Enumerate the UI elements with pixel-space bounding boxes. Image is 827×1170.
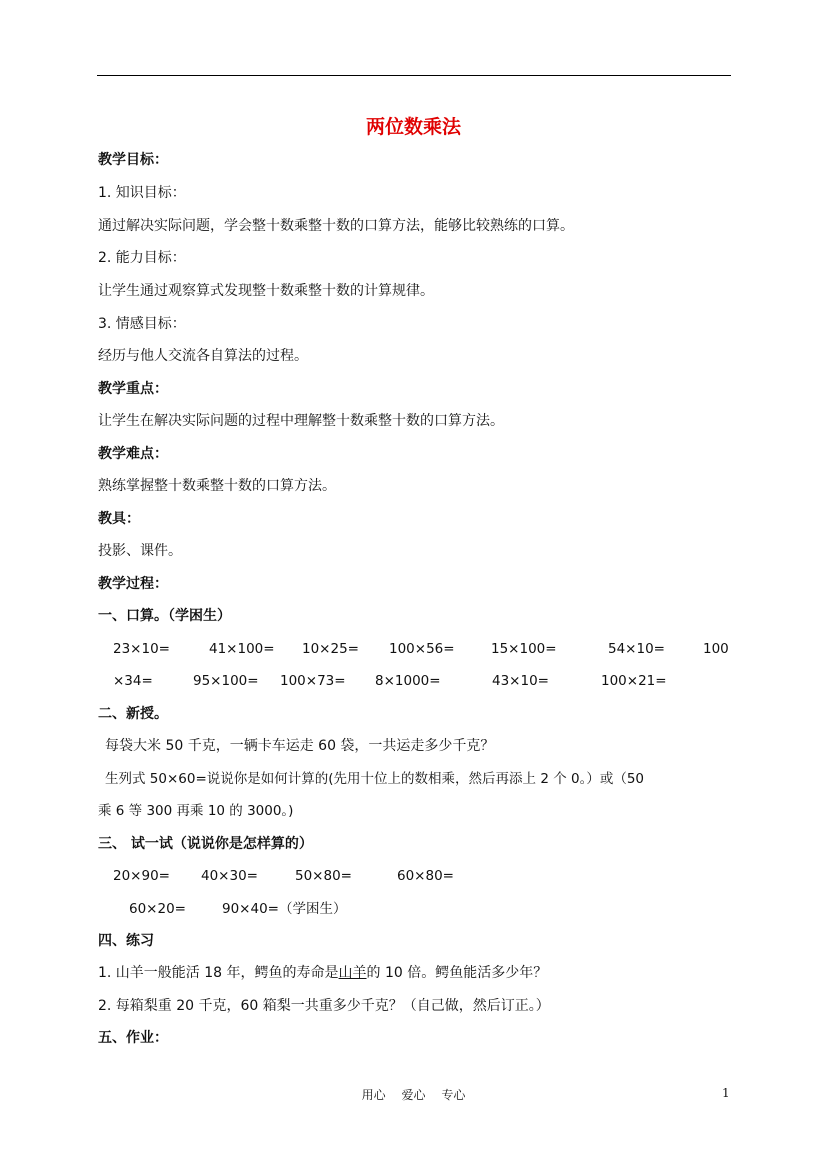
calc-item: 15×100= xyxy=(491,641,557,657)
calc-item: 100 xyxy=(703,641,729,657)
calc-item: 100×21= xyxy=(601,673,667,689)
goal-3-heading: 3. 情感目标： xyxy=(98,316,186,332)
goal-3-text: 经历与他人交流各自算法的过程。 xyxy=(98,348,308,364)
calc-item: 41×100= xyxy=(209,641,275,657)
part-4-heading: 四、练习 xyxy=(98,933,154,949)
calc-item: 95×100= xyxy=(193,673,259,689)
footer-text: 专心 xyxy=(441,1088,466,1102)
new-lesson-explanation-cont: 乘 6 等 300 再乘 10 的 3000。) xyxy=(98,803,294,819)
calc-item: 100×73= xyxy=(280,673,346,689)
exercise-1-text-a: 1. 山羊一般能活 18 年，鳄鱼的寿命是 xyxy=(98,965,339,981)
header-rule xyxy=(97,75,731,76)
goal-2-text: 让学生通过观察算式发现整十数乘整十数的计算规律。 xyxy=(98,283,434,299)
key-points-text: 让学生在解决实际问题的过程中理解整十数乘整十数的口算方法。 xyxy=(98,413,504,429)
calc-item: 8×1000= xyxy=(375,673,441,689)
section-heading-goals: 教学目标： xyxy=(98,152,168,168)
calc-item: 60×20= xyxy=(129,901,186,917)
page-footer xyxy=(0,1086,827,1103)
goal-1-text: 通过解决实际问题，学会整十数乘整十数的口算方法，能够比较熟练的口算。 xyxy=(98,218,574,234)
difficulties-text: 熟练掌握整十数乘整十数的口算方法。 xyxy=(98,478,336,494)
new-lesson-explanation: 生列式 50×60=说说你是如何计算的(先用十位上的数相乘，然后再添上 2 个 0。）或（50 xyxy=(105,771,645,787)
goal-1-heading: 1. 知识目标： xyxy=(98,185,186,201)
calc-item: 100×56= xyxy=(389,641,455,657)
goal-2-heading: 2. 能力目标： xyxy=(98,250,186,266)
footer-text: 爱心 xyxy=(401,1088,426,1102)
exercise-1-underlined: 山羊 xyxy=(338,965,367,981)
part-2-heading: 二、新授。 xyxy=(98,706,168,722)
calc-item: 23×10= xyxy=(113,641,170,657)
calc-item: 43×10= xyxy=(492,673,549,689)
calc-item: ×34= xyxy=(113,673,153,689)
calc-item: 50×80= xyxy=(295,868,352,884)
exercise-2: 2. 每箱梨重 20 千克，60 箱梨一共重多少千克？（自己做，然后订正。） xyxy=(98,998,550,1014)
calc-item: 54×10= xyxy=(608,641,665,657)
part-1-heading: 一、口算。（学困生） xyxy=(98,608,231,624)
section-heading-process: 教学过程： xyxy=(98,576,168,592)
section-heading-key-points: 教学重点： xyxy=(98,381,168,397)
page-title: 两位数乘法 xyxy=(365,116,461,138)
calc-item: 20×90= xyxy=(113,868,170,884)
part-3-heading: 三、 试一试（说说你是怎样算的） xyxy=(98,836,313,852)
calc-item: 60×80= xyxy=(397,868,454,884)
section-heading-materials: 教具： xyxy=(98,511,140,527)
exercise-1 xyxy=(98,963,547,983)
section-heading-difficulties: 教学难点： xyxy=(98,446,168,462)
part-5-heading: 五、作业： xyxy=(98,1030,168,1046)
materials-text: 投影、课件。 xyxy=(98,543,182,559)
new-lesson-problem: 每袋大米 50 千克，一辆卡车运走 60 袋，一共运走多少千克？ xyxy=(105,738,495,754)
page-number: 1 xyxy=(722,1086,730,1100)
calc-item: 90×40=（学困生） xyxy=(222,901,347,917)
footer-text: 用心 xyxy=(361,1088,386,1102)
calc-item: 40×30= xyxy=(201,868,258,884)
calc-item: 10×25= xyxy=(302,641,359,657)
exercise-1-text-b: 的 10 倍。鳄鱼能活多少年？ xyxy=(366,965,548,981)
